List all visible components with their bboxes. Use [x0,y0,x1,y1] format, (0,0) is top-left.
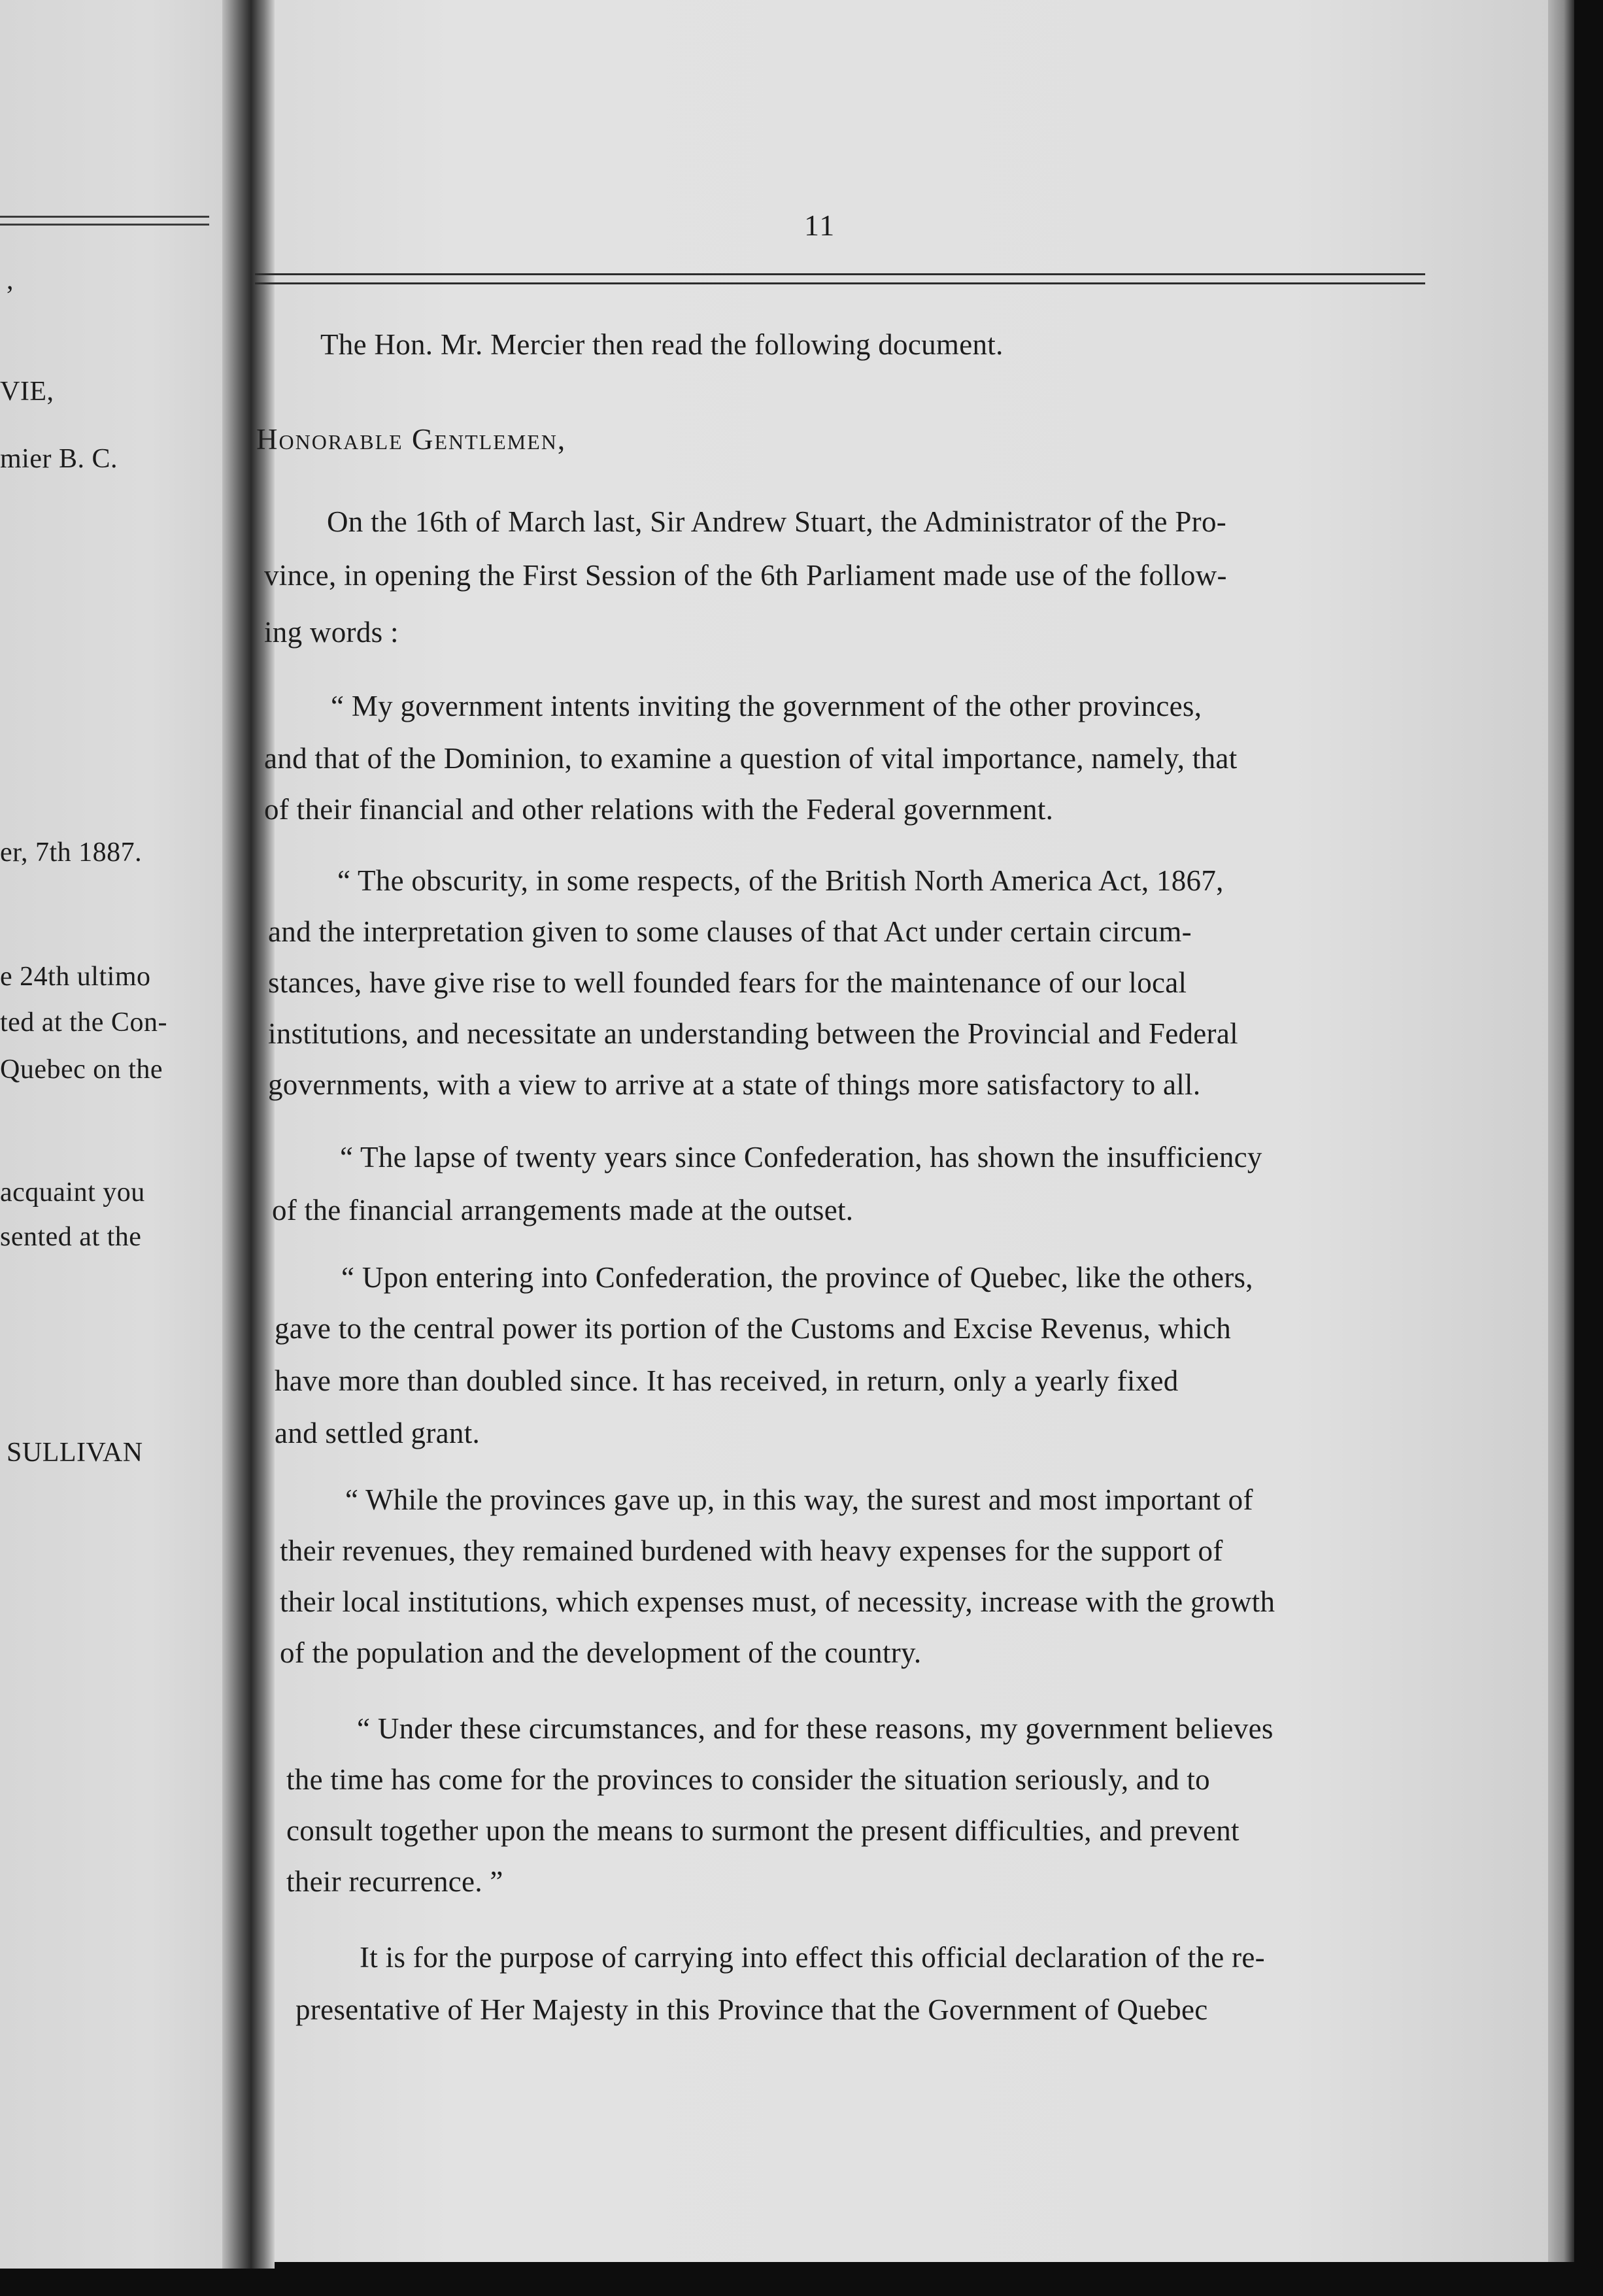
text-line: have more than doubled since. It has received, in return, only a yearly fixed [275,1364,1179,1397]
text-line: “ Upon entering into Confederation, the province of Quebec, like the others, [341,1261,1253,1294]
text-line: their revenues, they remained burdened with heavy expenses for the support of [280,1534,1223,1567]
text-line: “ While the provinces gave up, in this way, the surest and most important of [345,1483,1253,1516]
text-line: governments, with a view to arrive at a state of things more satisfactory to all. [268,1068,1201,1101]
left-fragment-line: VIE, [0,377,54,407]
text-line: “ My government intents inviting the government of the other provinces, [331,690,1202,722]
text-line: of the financial arrangements made at the outset. [272,1194,854,1226]
text-line: “ Under these circumstances, and for these reasons, my government believes [357,1712,1274,1745]
page-number: 11 [804,209,836,242]
text-line: stances, have give rise to well founded fears for the maintenance of our local [268,966,1187,999]
text-line: and that of the Dominion, to examine a question of vital importance, namely, that [264,742,1238,775]
text-line: gave to the central power its portion of the Customs and Excise Revenus, which [275,1312,1232,1345]
left-fragment-line: ted at the Con- [0,1007,167,1038]
text-line: ing words : [264,616,399,649]
left-header-rule-top [0,216,209,218]
left-fragment-line: sented at the [0,1222,142,1252]
salutation: Honorable Gentlemen, [256,423,567,456]
left-fragment-line: mier B. C. [0,444,118,474]
left-fragment-line: SULLIVAN [7,1438,143,1468]
header-rule-bottom [255,282,1425,284]
intro-line: The Hon. Mr. Mercier then read the following document. [320,328,1004,361]
left-fragment-line: , [7,265,14,295]
left-fragment-line: Quebec on the [0,1055,163,1085]
text-line: and the interpretation given to some clauses of that Act under certain circum- [268,915,1192,948]
text-line: their local institutions, which expenses must, of necessity, increase with the growth [280,1585,1275,1618]
header-rule-top [255,273,1425,275]
text-line: “ The lapse of twenty years since Confederation, has shown the insufficiency [340,1141,1262,1173]
text-line: of their financial and other relations with the Federal government. [264,793,1054,826]
text-line: presentative of Her Majesty in this Province that the Government of Quebec [295,1993,1208,2026]
text-line: vince, in opening the First Session of the 6th Parliament made use of the follow- [264,559,1227,592]
left-facing-page [0,0,248,2269]
text-line: institutions, and necessitate an understanding between the Provincial and Federal [268,1017,1238,1050]
left-fragment-line: er, 7th 1887. [0,837,143,868]
text-line: “ The obscurity, in some respects, of the British North America Act, 1867, [337,864,1224,897]
text-line: the time has come for the provinces to consider the situation seriously, and to [286,1763,1210,1796]
text-line: On the 16th of March last, Sir Andrew Stuart, the Administrator of the Pro- [327,505,1227,538]
book-gutter [222,0,275,2269]
text-line: of the population and the development of the country. [280,1636,922,1669]
text-line: consult together upon the means to surmont the present difficulties, and prevent [286,1814,1240,1847]
left-fragment-line: e 24th ultimo [0,962,151,992]
text-line: It is for the purpose of carrying into effect this official declaration of the re- [360,1941,1265,1974]
page-edge-shadow [1548,0,1574,2262]
text-line: and settled grant. [275,1417,481,1449]
text-line: their recurrence. ” [286,1865,503,1898]
left-fragment-line: acquaint you [0,1177,145,1207]
left-header-rule-bottom [0,224,209,226]
